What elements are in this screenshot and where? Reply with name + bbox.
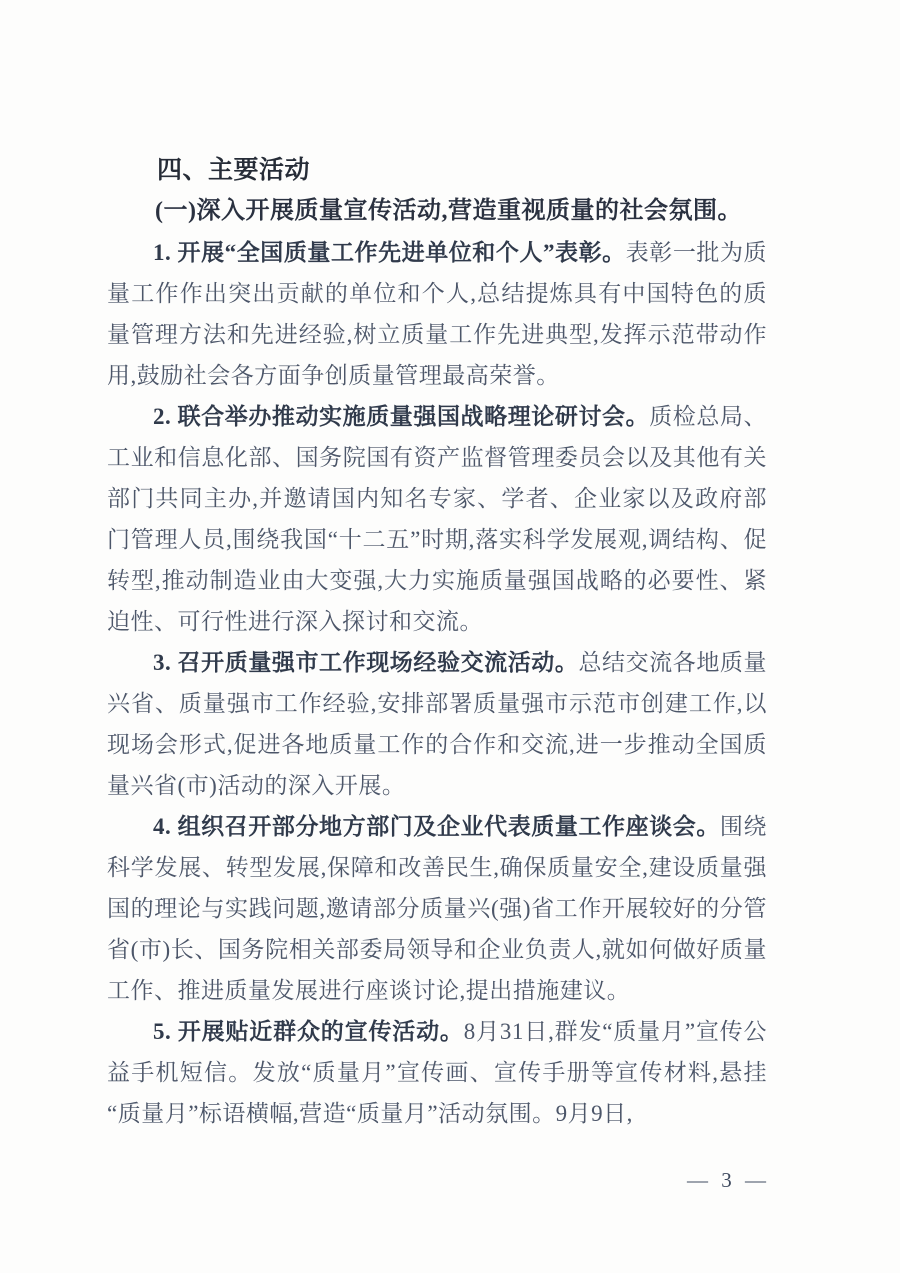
paragraph-1-body: 表彰一批为质量工作作出突出贡献的单位和个人,总结提炼具有中国特色的质量管理方法和先进经验,树立质量工作先进典型,发挥示范带动作用,鼓励社会各方面争创质量管理最高荣誉。: [107, 240, 768, 388]
paragraph-5-lead: 5. 开展贴近群众的宣传活动。: [153, 1019, 464, 1044]
paragraph-2: [107, 396, 767, 642]
page-number: — 3 —: [687, 1168, 770, 1192]
paragraph-4-body: 围绕科学发展、转型发展,保障和改善民生,确保质量安全,建设质量强国的理论与实践问题,邀请部分质量兴(强)省工作开展较好的分管省(市)长、国务院相关部委局领导和企业负责人,就如何做好质量工作、推进质量发展进行座谈讨论,提出措施建议。: [107, 814, 768, 1003]
paragraph-4: [107, 806, 767, 1011]
paragraph-3-lead: 3. 召开质量强市工作现场经验交流活动。: [153, 650, 579, 675]
subsection-heading: (一)深入开展质量宣传活动,营造重视质量的社会氛围。: [155, 198, 742, 224]
paragraph-2-lead: 2. 联合举办推动实施质量强国战略理论研讨会。: [153, 404, 650, 429]
paragraph-1-lead: 1. 开展“全国质量工作先进单位和个人”表彰。: [153, 240, 626, 265]
paragraph-3-body: 总结交流各地质量兴省、质量强市工作经验,安排部署质量强市示范市创建工作,以现场会形式,促进各地质量工作的合作和交流,进一步推动全国质量兴省(市)活动的深入开展。: [107, 650, 768, 798]
paragraph-5: [107, 1011, 767, 1134]
paragraph-1: [107, 232, 767, 396]
paragraph-4-lead: 4. 组织召开部分地方部门及企业代表质量工作座谈会。: [153, 814, 720, 839]
paragraph-5-body: 8月31日,群发“质量月”宣传公益手机短信。发放“质量月”宣传画、宣传手册等宣传材料,悬挂“质量月”标语横幅,营造“质量月”活动氛围。9月9日,: [107, 1019, 768, 1126]
document-content: [107, 150, 767, 1134]
paragraph-3: [107, 642, 767, 806]
paragraph-2-body: 质检总局、工业和信息化部、国务院国有资产监督管理委员会以及其他有关部门共同主办,并邀请国内知名专家、学者、企业家以及政府部门管理人员,围绕我国“十二五”时期,落实科学发展观,调结构、促转型,推动制造业由大变强,大力实施质量强国战略的必要性、紧迫性、可行性进行深入探讨和交流。: [107, 404, 768, 634]
section-heading: 四、主要活动: [157, 156, 311, 184]
